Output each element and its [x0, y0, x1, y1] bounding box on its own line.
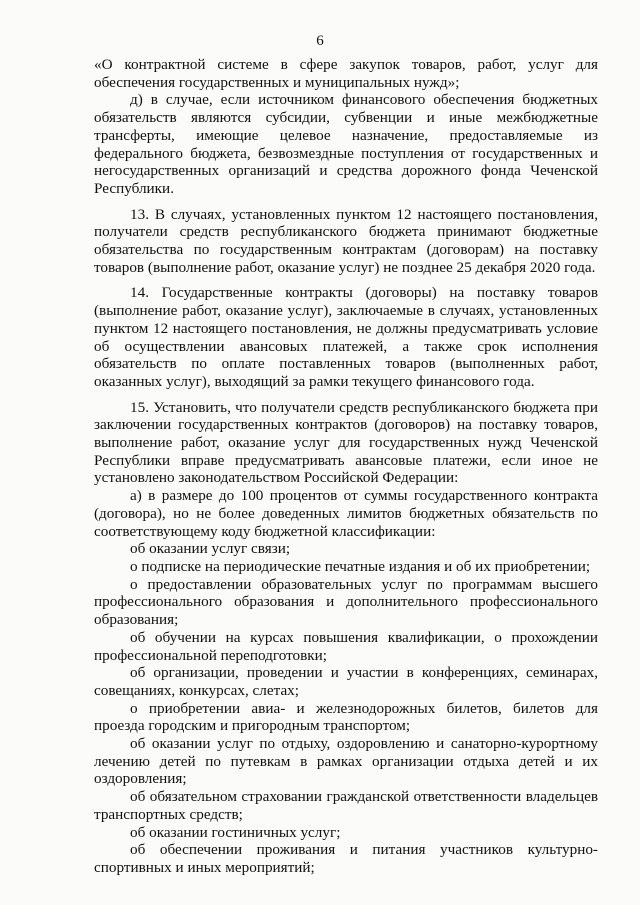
paragraph-14: 14. Государственные контракты (договоры) на поставку товаров (выполнение работ, оказание услуг), заключаемые в случаях, установленных пунктом 12 настоящего постановления, не должны предусматривать условие об осуществлении авансовых платежей, а также срок исполнения обязательств по оплате поставленных товаров (выполненных работ, оказанных услуг), выходящий за рамки текущего финансового года.: [94, 284, 598, 390]
paragraph-13: 13. В случаях, установленных пунктом 12 настоящего постановления, получатели средств республиканского бюджета принимают бюджетные обязательства по государственным контрактам (договорам) на поставку товаров (выполнение работ, оказание услуг) не позднее 25 декабря 2020 года.: [94, 205, 598, 276]
list-item: о подписке на периодические печатные издания и об их приобретении;: [130, 557, 591, 575]
list-item: об обучении на курсах повышения квалификации, о прохождении профессиональной переподготовки;: [94, 628, 598, 664]
paragraph-15: 15. Установить, что получатели средств республиканского бюджета при заключении государственных контрактов (договоров) на поставку товаров, выполнение работ, оказание услуг для государственных нужд Чеченской Республики вправе предусматривать авансовые платежи, если иное не установлено законодательством Российской Федерации:: [94, 398, 598, 487]
list-item: об оказании гостиничных услуг;: [130, 823, 341, 841]
list-item: об обязательном страховании гражданской ответственности владельцев транспортных средств;: [94, 788, 598, 823]
list-item: об оказании услуг связи;: [130, 540, 291, 558]
list-item: об оказании услуг по отдыху, оздоровлению и санаторно-курортному лечению детей по путевкам в рамках организации отдыха детей и их оздоровления;: [94, 735, 598, 788]
paragraph-subitem-a: а) в размере до 100 процентов от суммы государственного контракта (договора), но не более доведенных лимитов бюджетных обязательств по соответствующему коду бюджетной классификации:: [94, 487, 598, 540]
paragraph-continuation: «О контрактной системе в сфере закупок товаров, работ, услуг для обеспечения государственных и муниципальных нужд»;: [94, 56, 598, 91]
list-item: о предоставлении образовательных услуг по программам высшего профессионального образования и дополнительного профессионального образования;: [94, 575, 598, 629]
list-item: о приобретении авиа- и железнодорожных билетов, билетов для проезда городским и пригородным транспортом;: [94, 699, 598, 735]
paragraph-subitem-d: д) в случае, если источником финансового обеспечения бюджетных обязательств являются субсидии, субвенции и иные межбюджетные трансферты, имеющие целевое назначение, предоставляемые из федерального бюджета, безвозмездные поступления от государственных и негосударственных организаций и средства дорожного фонда Чеченской Республики.: [94, 91, 598, 197]
list-item: об организации, проведении и участии в конференциях, семинарах, совещаниях, конкурсах, слетах;: [94, 664, 598, 699]
document-body: [94, 56, 598, 877]
page-number: 6: [316, 33, 324, 49]
list-item: об обеспечении проживания и питания участников культурно-спортивных и иных мероприятий;: [94, 841, 598, 876]
